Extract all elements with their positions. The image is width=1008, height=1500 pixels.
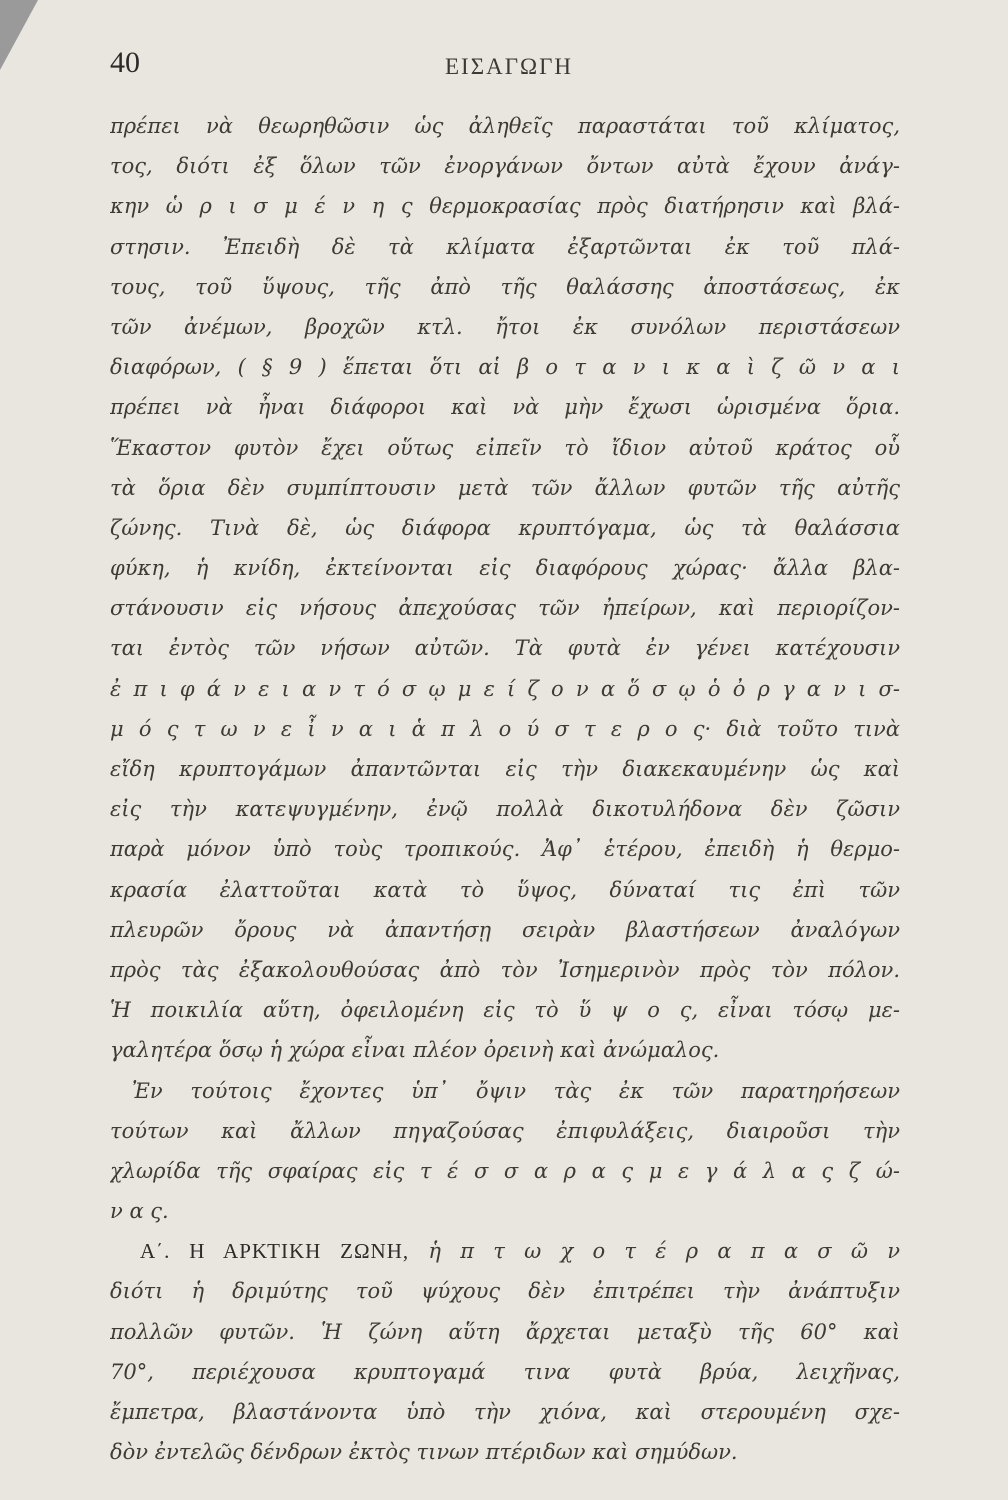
text-line: εἰς τὴν κατεψυγμένην, ἐνῷ πολλὰ δικοτυλήδονα δὲν ζῶσιν: [110, 797, 900, 822]
page-header: [110, 46, 908, 96]
text-line: φύκη, ἡ κνίδη, ἐκτείνονται εἰς διαφόρους χώρας· ἄλλα βλα-: [110, 556, 900, 581]
text-line: κην ὡ ρ ι σ μ έ ν η ς θερμοκρασίας πρὸς διατήρησιν καὶ βλά-: [110, 194, 900, 219]
text-line: τος, διότι ἐξ ὅλων τῶν ἐνοργάνων ὄντων αὐτὰ ἔχουν ἀνάγ-: [110, 154, 900, 179]
folded-corner: [0, 0, 38, 70]
text-line: τὰ ὅρια δὲν συμπίπτουσιν μετὰ τῶν ἄλλων φυτῶν τῆς αὐτῆς: [110, 475, 900, 500]
text-line: τους, τοῦ ὕψους, τῆς ἀπὸ τῆς θαλάσσης ἀποστάσεως, ἐκ: [110, 274, 900, 299]
text-line: πρέπει νὰ ἦναι διάφοροι καὶ νὰ μὴν ἔχωσι ὡρισμένα ὅρια.: [110, 395, 900, 420]
section-title: Α΄. Η ΑΡΚΤΙΚΗ ΖΩΝΗ,: [140, 1239, 410, 1264]
text-line: ζώνης. Τινὰ δὲ, ὡς διάφορα κρυπτόγαμα, ὡς τὰ θαλάσσια: [110, 515, 900, 540]
text-line: γαλητέρα ὅσῳ ἡ χώρα εἶναι πλέον ὀρεινὴ καὶ ἀνώμαλος.: [110, 1038, 720, 1063]
text-line: εἴδη κρυπτογάμων ἀπαντῶνται εἰς τὴν διακεκαυμένην ὡς καὶ: [110, 757, 900, 781]
text-line: ἔμπετρα, βλαστάνοντα ὑπὸ τὴν χιόνα, καὶ στερουμένη σχε-: [110, 1400, 900, 1424]
body-text: [110, 106, 900, 1472]
text-line: πρέπει νὰ θεωρηθῶσιν ὡς ἀληθεῖς παραστάται τοῦ κλίματος,: [110, 114, 900, 138]
text-line: 70°, περιέχουσα κρυπτογαμά τινα φυτὰ βρύα, λειχῆνας,: [110, 1359, 900, 1384]
text-line: πολλῶν φυτῶν. Ἡ ζώνη αὕτη ἄρχεται μεταξὺ τῆς 60° καὶ: [110, 1319, 900, 1344]
text-line: κρασία ἐλαττοῦται κατὰ τὸ ὕψος, δύναταί τις ἐπὶ τῶν: [110, 877, 900, 902]
text-line: ν α ς.: [110, 1199, 169, 1224]
text-line: Ἡ ποικιλία αὕτη, ὀφειλομένη εἰς τὸ ὕ ψ ο ς, εἶναι τόσῳ με-: [110, 998, 900, 1023]
text-line: τούτων καὶ ἄλλων πηγαζούσας ἐπιφυλάξεις, διαιροῦσι τὴν: [110, 1118, 900, 1143]
text-line: πλευρῶν ὄρους νὰ ἀπαντήσῃ σειρὰν βλαστήσεων ἀναλόγων: [110, 917, 900, 942]
text-line: μ ό ς τ ω ν ε ἶ ν α ι ἁ π λ ο ύ σ τ ε ρ ο ς· διὰ τοῦτο τινὰ: [110, 716, 900, 741]
text-line: διαφόρων, ( § 9 ) ἕπεται ὅτι αἱ β ο τ α ν ι κ α ὶ ζ ῶ ν α ι: [110, 355, 900, 380]
text-line: πρὸς τὰς ἐξακολουθούσας ἀπὸ τὸν Ἰσημερινὸν πρὸς τὸν πόλον.: [110, 957, 900, 982]
text-line: ἐ π ι φ ά ν ε ι α ν τ ό σ ῳ μ ε ί ζ ο ν α ὅ σ ῳ ὁ ὀ ρ γ α ν ι σ-: [110, 676, 900, 701]
text-line: τῶν ἀνέμων, βροχῶν κτλ. ἤτοι ἐκ συνόλων περιστάσεων: [110, 314, 900, 339]
text-line: χλωρίδα τῆς σφαίρας εἰς τ έ σ σ α ρ α ς μ ε γ ά λ α ς ζ ώ-: [110, 1158, 900, 1183]
section-heading-text: ἡ π τ ω χ ο τ έ ρ α π α σ ῶ ν: [428, 1239, 900, 1264]
section-heading-line: [110, 1231, 900, 1271]
page-number: 40: [110, 46, 140, 79]
text-line: στάνουσιν εἰς νήσους ἀπεχούσας τῶν ἠπείρων, καὶ περιορίζον-: [110, 596, 900, 621]
running-head: ΕΙΣΑΓΩΓΗ: [444, 54, 573, 79]
text-line: Ἐν τούτοις ἔχοντες ὑπ᾽ ὄψιν τὰς ἐκ τῶν παρατηρήσεων: [132, 1078, 900, 1103]
text-line: στησιν. Ἐπειδὴ δὲ τὰ κλίματα ἐξαρτῶνται ἐκ τοῦ πλά-: [110, 234, 900, 259]
text-line: παρὰ μόνον ὑπὸ τοὺς τροπικούς. Ἀφ᾽ ἑτέρου, ἐπειδὴ ἡ θερμο-: [110, 837, 900, 862]
text-line: Ἕκαστον φυτὸν ἔχει οὕτως εἰπεῖν τὸ ἴδιον αὐτοῦ κράτος οὗ: [110, 435, 900, 460]
text-line: διότι ἡ δριμύτης τοῦ ψύχους δὲν ἐπιτρέπει τὴν ἀνάπτυξιν: [110, 1279, 900, 1304]
text-line: ται ἐντὸς τῶν νήσων αὐτῶν. Τὰ φυτὰ ἐν γένει κατέχουσιν: [110, 636, 900, 661]
text-line: δὸν ἐντελῶς δένδρων ἐκτὸς τινων πτέριδων καὶ σημύδων.: [110, 1440, 738, 1465]
